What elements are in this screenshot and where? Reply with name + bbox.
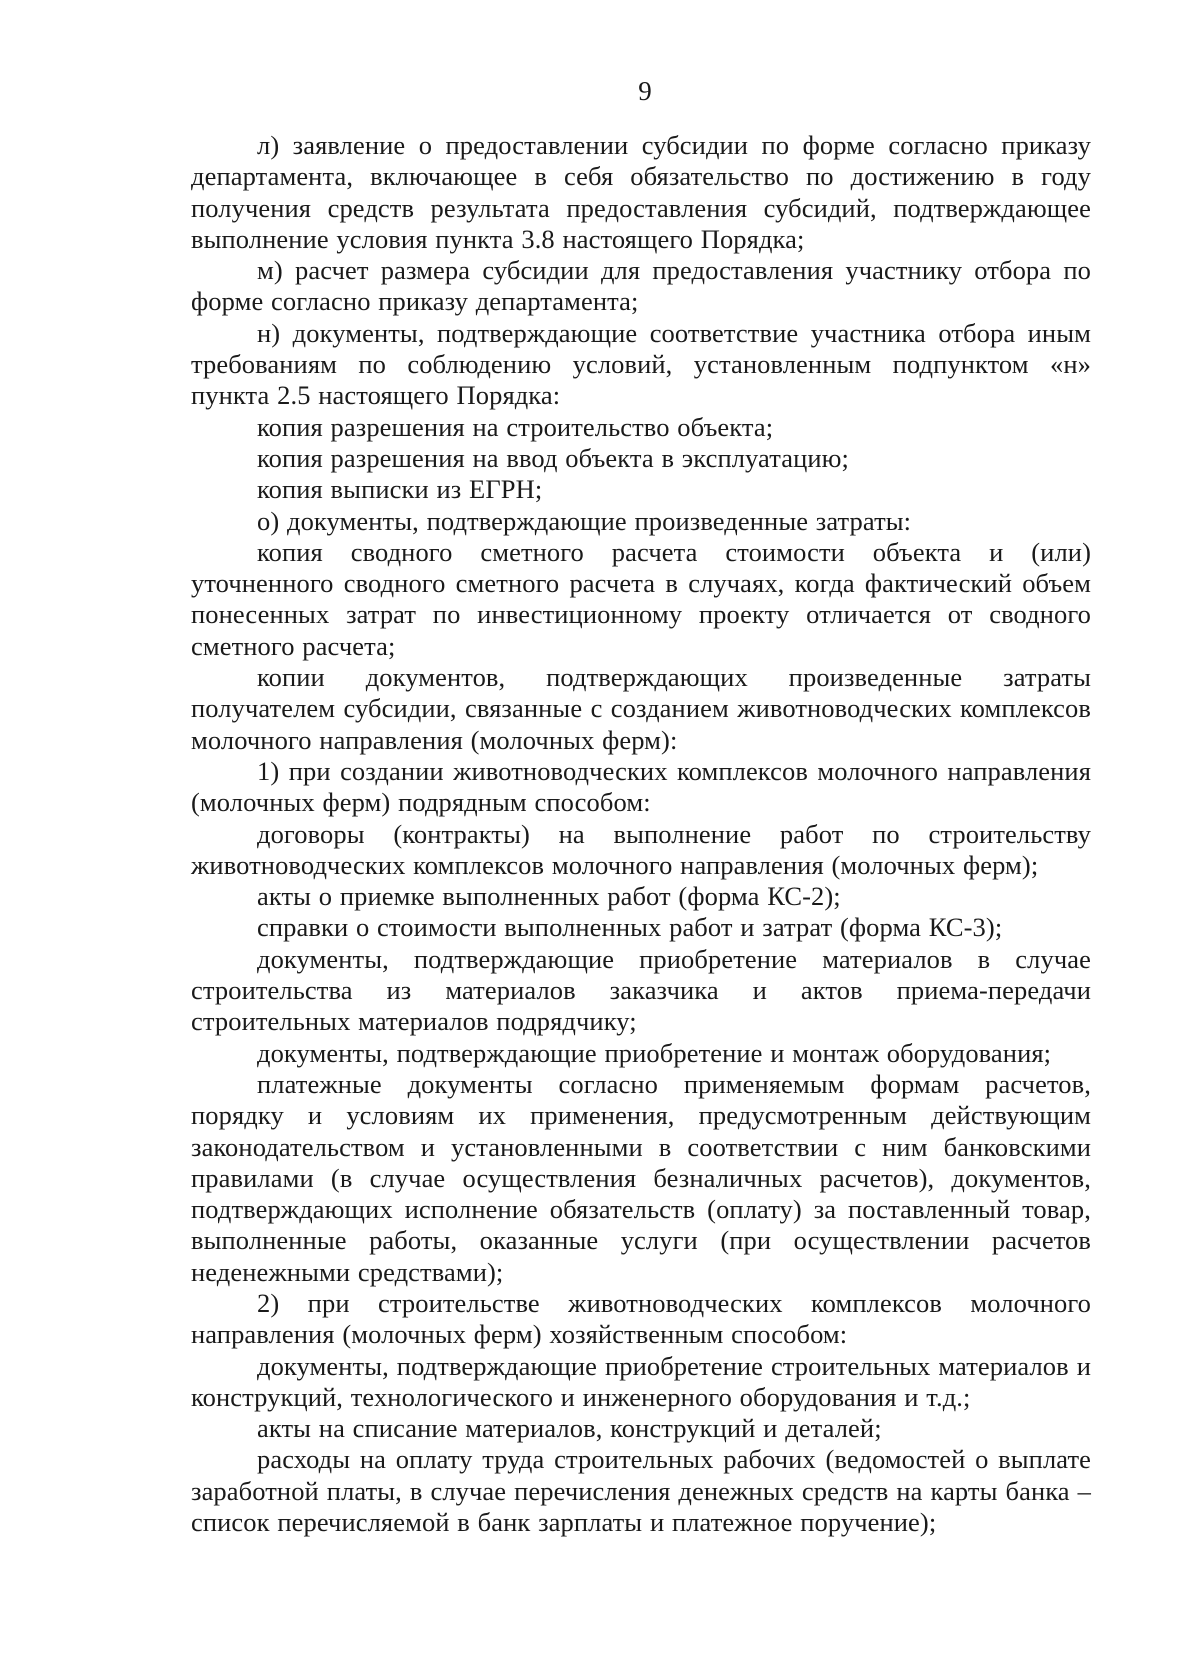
list-item-labor-costs: расходы на оплату труда строительных рабочих (ведомостей о выплате заработной платы, в случае перечисления денежных средств на карты банка – список перечисляемой в банк зарплаты и платежное поручение); [191,1444,1091,1538]
document-body [191,130,1091,1538]
paragraph-m-subsidy-calculation: м) расчет размера субсидии для предоставления участнику отбора по форме согласно приказу департамента; [191,255,1091,317]
list-item-commissioning-permit: копия разрешения на ввод объекта в эксплуатацию; [257,442,850,473]
list-item-ks2-acts: акты о приемке выполненных работ (форма КС-2); [257,881,841,912]
list-item-egrn-extract: копия выписки из ЕГРН; [257,474,543,505]
list-item-estimate-copy: копия сводного сметного расчета стоимости объекта и (или) уточненного сводного сметного расчета в случаях, когда фактический объем понесенных затрат по инвестиционному проекту отличается от сводного сметного расчета; [191,536,1091,661]
list-item-materials-purchase: документы, подтверждающие приобретение строительных материалов и конструкций, технологического и инженерного оборудования и т.д.; [191,1350,1091,1412]
list-item-payment-documents: платежные документы согласно применяемым формам расчетов, порядку и условиям их применения, предусмотренным действующим законодательством и установленными в соответствии с ним банковскими правилами (в случае осуществления безналичных расчетов), документов, подтверждающих исполнение обязательств (оплату) за поставленный товар, выполненные работы, оказанные услуги (при осуществлении расчетов неденежными средствами); [191,1068,1091,1287]
list-item-equipment-documents: документы, подтверждающие приобретение и монтаж оборудования; [257,1037,1052,1068]
page-number: 9 [638,76,652,106]
list-item-construction-permit: копия разрешения на строительство объекта; [257,411,774,442]
list-item-contracts: договоры (контракты) на выполнение работ по строительству животноводческих комплексов молочного направления (молочных ферм); [191,818,1091,880]
list-item-ks3-certificates: справки о стоимости выполненных работ и затрат (форма КС-3); [257,912,1003,943]
list-item-write-off-acts: акты на списание материалов, конструкций и деталей; [257,1413,882,1444]
paragraph-l-application: л) заявление о предоставлении субсидии по форме согласно приказу департамента, включающее в себя обязательство по достижению в году получения средств результата предоставления субсидий, подтверждающее выполнение условия пункта 3.8 настоящего Порядка; [191,130,1091,254]
subitem-2-in-house-method: 2) при строительстве животноводческих комплексов молочного направления (молочных ферм) хозяйственным способом: [191,1287,1091,1350]
paragraph-n-compliance-documents: н) документы, подтверждающие соответствие участника отбора иным требованиям по соблюдению условий, установленным подпунктом «н» пункта 2.5 настоящего Порядка: [191,317,1091,411]
paragraph-o-cost-documents: о) документы, подтверждающие произведенные затраты: [257,505,912,536]
subitem-1-contract-method: 1) при создании животноводческих комплексов молочного направления (молочных ферм) подрядным способом: [191,755,1091,818]
list-item-materials-documents: документы, подтверждающие приобретение материалов в случае строительства из материалов заказчика и актов приема-передачи строительных материалов подрядчику; [191,943,1091,1037]
list-item-cost-documents-copies: копии документов, подтверждающих произведенные затраты получателем субсидии, связанные с созданием животноводческих комплексов молочного направления (молочных ферм): [191,662,1091,755]
